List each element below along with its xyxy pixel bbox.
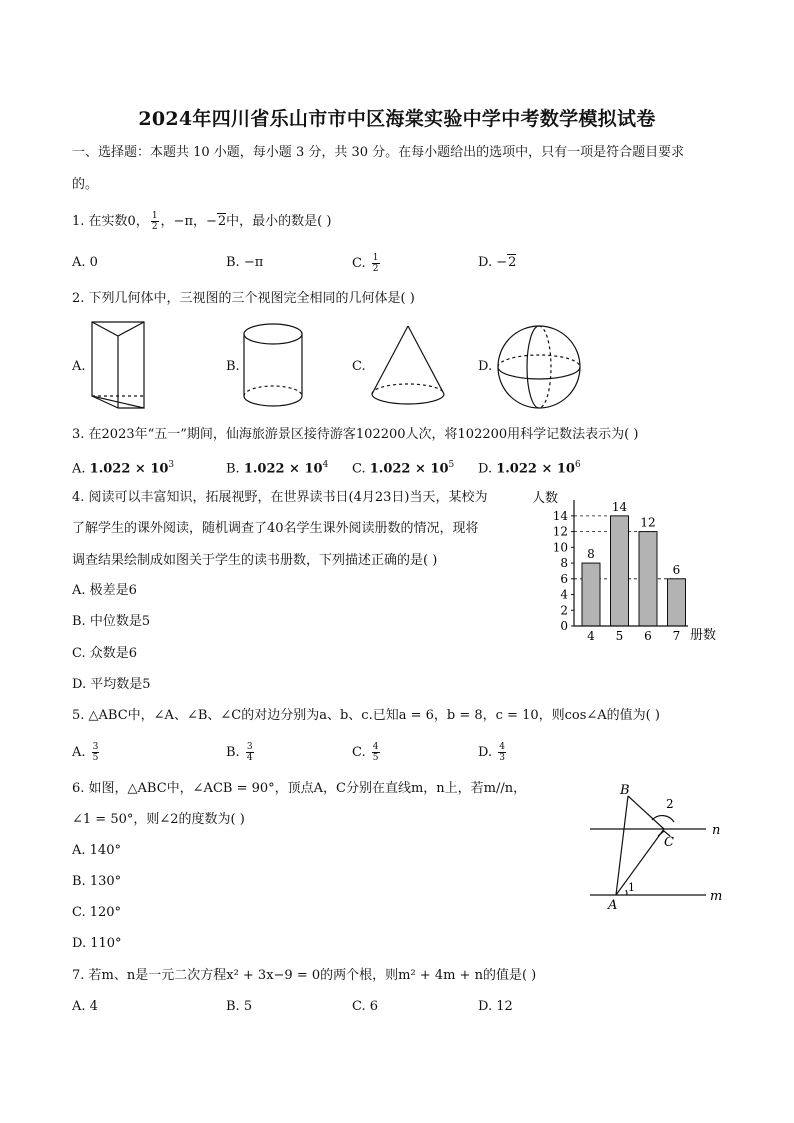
q5-b-label: B.	[226, 745, 240, 760]
x-category-label: 5	[615, 629, 624, 643]
bar-value-label: 14	[611, 499, 628, 514]
q3-option-b	[226, 455, 328, 479]
label-point-c: C	[664, 835, 674, 850]
question-3-stem: 3. 在2023年“五一”期间，仙海旅游景区接待游客102200人次，将102200用科学记数法表示为( )	[72, 427, 639, 442]
q3-option-a	[72, 455, 174, 479]
sphere-outline	[498, 326, 580, 408]
q4-option-b: B. 中位数是5	[72, 614, 151, 629]
q1-fraction	[151, 211, 159, 232]
q5-a-den: 5	[92, 753, 99, 763]
q5-c-label: C.	[352, 745, 366, 760]
q1-option-c	[352, 253, 382, 274]
sphere-equator-back	[498, 355, 580, 367]
q1-c-den: 2	[372, 264, 379, 274]
q3-b-exp: 4	[322, 460, 329, 470]
q1-text-b: ，−π，−	[160, 214, 217, 229]
chart-x-axis-label: 册数	[690, 628, 717, 643]
q3-b-label: B.	[226, 461, 240, 477]
q6-option-b: B. 130°	[72, 874, 122, 889]
section-instructions-line1: 一、选择题：本题共 10 小题，每小题 3 分，共 30 分。在每小题给出的选项中，只有一项是符合题目要求	[72, 145, 685, 160]
section-instructions-line2: 的。	[72, 177, 99, 192]
y-tick-label: 10	[552, 540, 568, 555]
bar-value-label: 12	[640, 515, 656, 530]
q5-d-den: 3	[499, 753, 505, 763]
bar-value-label: 8	[587, 547, 595, 562]
page-title: 2024年四川省乐山市市中区海棠实验中学中考数学模拟试卷	[138, 108, 656, 130]
y-tick-label: 14	[552, 508, 568, 523]
q3-a-label: A.	[72, 461, 86, 477]
q6-option-a: A. 140°	[72, 843, 121, 858]
label-line-m: m	[710, 889, 723, 904]
cone-base-back	[372, 384, 444, 394]
x-category-label: 4	[587, 629, 595, 643]
q1-frac-den: 2	[151, 222, 158, 232]
y-tick-label: 6	[560, 571, 568, 586]
q7-option-d: D. 12	[478, 999, 513, 1014]
q1-sqrt: 2	[217, 214, 227, 229]
q3-c-base: 1.022 × 10	[369, 461, 449, 477]
parallel-lines-figure	[584, 778, 734, 914]
prism-edge-top	[92, 322, 118, 336]
triangular-prism-figure	[88, 318, 158, 414]
q1-option-b: B. −π	[226, 255, 264, 270]
q1-c-num: 1	[372, 253, 379, 263]
q7-option-c: C. 6	[352, 999, 379, 1014]
cylinder-bottom-back	[244, 386, 302, 396]
label-angle-1: 1	[628, 881, 635, 894]
x-category-label: 6	[644, 629, 652, 643]
q2-option-b: B.	[226, 359, 240, 374]
q1-text-c: 中，最小的数是( )	[226, 214, 332, 229]
q1-option-d-label: D. −	[478, 255, 508, 270]
q1-text-a: 1. 在实数0，	[72, 214, 149, 229]
question-4-line3: 调查结果绘制成如图关于学生的读书册数，下列描述正确的是( )	[72, 553, 438, 568]
question-4-line2: 了解学生的课外阅读，随机调查了40名学生课外阅读册数的情况，现将	[72, 521, 479, 536]
bar-4	[582, 563, 600, 626]
q1-option-d	[478, 253, 516, 273]
question-5-stem: 5. △ABC中，∠A、∠B、∠C的对边分别为a、b、c.已知a = 6，b = 8，c = 10，则cos∠A的值为( )	[72, 708, 660, 723]
q5-d-num: 4	[499, 742, 505, 752]
q5-b-num: 3	[246, 742, 253, 752]
angle-1-arc	[626, 890, 627, 895]
q5-c-den: 5	[372, 753, 379, 763]
q2-option-d: D.	[478, 359, 493, 374]
bar-5	[611, 516, 629, 626]
q5-c-num: 4	[372, 742, 379, 752]
label-point-a: A	[608, 898, 618, 913]
q3-c-label: C.	[352, 461, 366, 477]
prism-edge-bottom	[92, 396, 118, 408]
q5-a-label: A.	[72, 745, 86, 760]
q1-option-a: A. 0	[72, 255, 98, 270]
y-tick-label: 8	[560, 556, 568, 571]
q6-option-c: C. 120°	[72, 905, 122, 920]
q2-option-a: A.	[72, 359, 86, 374]
question-4-line1: 4. 阅读可以丰富知识，拓展视野，在世界读书日(4月23日)当天，某校为	[72, 490, 488, 505]
q3-option-c	[352, 455, 454, 479]
cone-figure	[368, 322, 448, 410]
cylinder-figure	[240, 320, 306, 412]
label-line-n: n	[712, 823, 721, 838]
q5-a-num: 3	[92, 742, 99, 752]
q5-b-den: 4	[246, 753, 253, 763]
q3-c-exp: 5	[448, 460, 455, 470]
q3-option-d	[478, 455, 581, 479]
chart-y-axis-label: 人数	[532, 491, 559, 506]
segment-bc	[628, 796, 664, 829]
q3-d-label: D.	[478, 461, 493, 477]
x-category-label: 7	[672, 629, 681, 643]
q4-option-c: C. 众数是6	[72, 646, 138, 661]
q5-option-b	[226, 742, 256, 763]
label-point-b: B	[620, 783, 630, 798]
q3-a-exp: 3	[168, 460, 175, 470]
q3-d-exp: 6	[574, 460, 581, 470]
q3-b-base: 1.022 × 10	[243, 461, 323, 477]
cylinder-bottom-front	[244, 396, 302, 406]
bar-7	[668, 579, 686, 626]
question-7-stem: 7. 若m、n是一元二次方程x² + 3x−9 = 0的两个根，则m² + 4m + n的值是( )	[72, 968, 537, 983]
y-tick-label: 4	[560, 587, 568, 602]
sphere-meridian-front	[527, 326, 539, 408]
q2-option-c: C.	[352, 359, 366, 374]
q7-option-b: B. 5	[226, 999, 253, 1014]
q5-option-c	[352, 742, 382, 763]
bar-value-label: 6	[672, 562, 681, 577]
q3-d-base: 1.022 × 10	[496, 461, 575, 477]
question-2-stem: 2. 下列几何体中，三视图的三个视图完全相同的几何体是( )	[72, 291, 415, 306]
y-tick-label: 0	[560, 619, 568, 633]
y-tick-label: 2	[560, 603, 568, 618]
q5-option-d	[478, 742, 508, 763]
bar-6	[639, 532, 657, 626]
q4-option-a: A. 极差是6	[72, 583, 137, 598]
sphere-meridian-back	[539, 326, 551, 408]
q6-option-d: D. 110°	[72, 936, 122, 951]
question-6-line1: 6. 如图，△ABC中，∠ACB = 90°，顶点A，C分别在直线m，n上，若m//n，	[72, 781, 527, 796]
cone-base-front	[372, 394, 444, 404]
y-tick-label: 12	[552, 524, 568, 539]
question-1-stem	[72, 211, 331, 232]
q1-frac-num: 1	[151, 211, 158, 221]
q1-option-c-label: C.	[352, 256, 366, 271]
cylinder-top	[244, 324, 302, 344]
label-angle-2: 2	[666, 797, 674, 811]
q5-option-a	[72, 742, 101, 763]
question-6-line2: ∠1 = 50°，则∠2的度数为( )	[72, 812, 245, 827]
sphere-equator-front	[498, 367, 580, 379]
q7-option-a: A. 4	[72, 999, 98, 1014]
sphere-figure	[496, 322, 582, 412]
cone-left	[372, 326, 408, 394]
q1-d-sqrt: 2	[508, 255, 517, 270]
reading-bar-chart	[528, 486, 728, 646]
q5-d-label: D.	[478, 745, 493, 760]
q3-a-base: 1.022 × 10	[89, 461, 169, 477]
q4-option-d: D. 平均数是5	[72, 677, 151, 692]
prism-edge-top2	[118, 322, 144, 336]
